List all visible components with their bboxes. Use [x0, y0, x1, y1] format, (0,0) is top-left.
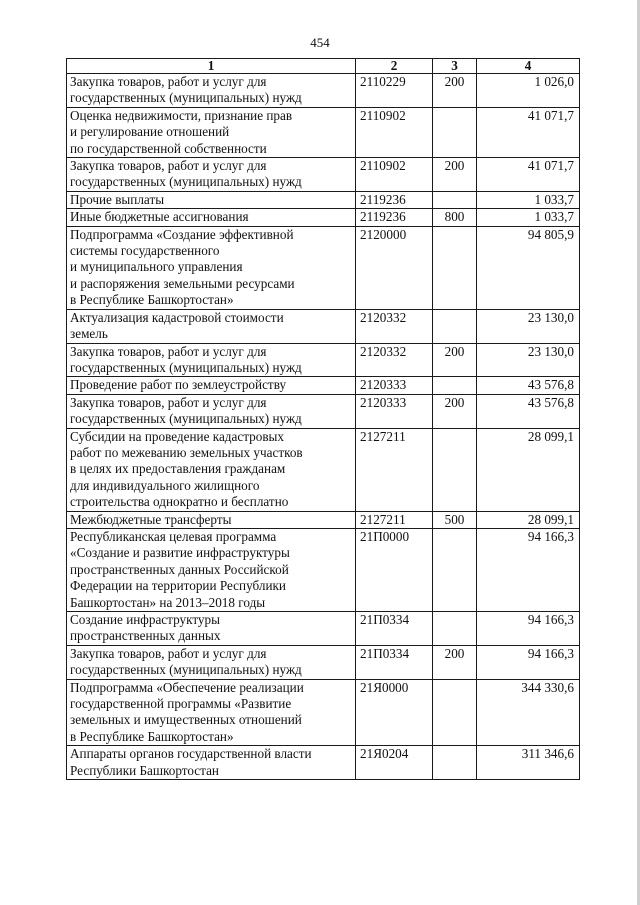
row-name-text: Закупка товаров, работ и услуг для государственных (муниципальных) нужд	[70, 74, 302, 106]
table-row	[67, 679, 580, 746]
table-row	[67, 528, 580, 611]
row-amount-text: 43 576,8	[527, 394, 574, 410]
row-amount-text: 41 071,7	[527, 158, 574, 174]
row-name-cell	[67, 107, 356, 157]
row-amount-text: 43 576,8	[527, 377, 574, 393]
row-amount-cell	[477, 511, 580, 528]
row-name-text: Республиканская целевая программа «Создание и развитие инфраструктуры пространственных данных Российской Федерации на территории Республики Башкортостан» на 2013–2018 годы	[70, 528, 290, 610]
row-name-cell	[67, 191, 356, 208]
row-amount-text: 28 099,1	[527, 428, 574, 444]
row-code-text: 2120332	[360, 343, 407, 359]
row-code-text: 2120333	[360, 377, 407, 393]
row-code-text: 21П0334	[360, 612, 410, 627]
table-row	[67, 226, 580, 309]
row-name-cell	[67, 309, 356, 343]
row-kind-text: 200	[444, 645, 465, 661]
table-header	[67, 59, 580, 74]
row-code-text: 2119236	[360, 209, 406, 225]
row-code-cell	[356, 528, 433, 611]
row-name-text: Закупка товаров, работ и услуг для государственных (муниципальных) нужд	[70, 158, 302, 190]
row-amount-cell	[477, 612, 580, 646]
row-code-cell	[356, 511, 433, 528]
row-name-text: Закупка товаров, работ и услуг для государственных (муниципальных) нужд	[70, 645, 302, 678]
row-amount-text: 344 330,6	[521, 679, 574, 695]
row-code-text: 21Я0204	[360, 746, 409, 762]
row-amount-text: 1 026,0	[534, 74, 574, 89]
row-name-text: Иные бюджетные ассигнования	[70, 209, 249, 225]
row-amount-cell	[477, 191, 580, 208]
row-name-cell	[67, 209, 356, 226]
row-code-text: 2110229	[360, 74, 406, 89]
row-kind-text: 200	[444, 394, 465, 410]
row-kind-cell	[433, 428, 477, 511]
table-row	[67, 377, 580, 394]
row-amount-cell	[477, 309, 580, 343]
row-code-text: 2120333	[360, 394, 407, 410]
table-row	[67, 394, 580, 428]
row-name-cell	[67, 511, 356, 528]
header-col-1: 1	[67, 59, 356, 74]
row-name-cell	[67, 645, 356, 679]
row-code-cell	[356, 209, 433, 226]
row-kind-cell	[433, 309, 477, 343]
row-amount-text: 94 166,3	[527, 645, 574, 661]
row-code-text: 2119236	[360, 191, 406, 207]
header-col-3: 3	[433, 59, 477, 74]
row-code-text: 2120000	[360, 226, 407, 242]
row-name-text: Закупка товаров, работ и услуг для государственных (муниципальных) нужд	[70, 343, 302, 375]
row-kind-cell	[433, 107, 477, 157]
row-name-cell	[67, 746, 356, 780]
table-row	[67, 612, 580, 646]
row-amount-text: 23 130,0	[527, 309, 574, 325]
row-amount-text: 1 033,7	[534, 209, 574, 225]
row-name-text: Актуализация кадастровой стоимости земель	[70, 309, 284, 342]
row-amount-text: 41 071,7	[527, 107, 574, 123]
row-name-cell	[67, 343, 356, 377]
row-kind-cell	[433, 746, 477, 780]
row-code-cell	[356, 645, 433, 679]
budget-table	[66, 58, 580, 780]
row-amount-cell	[477, 428, 580, 511]
row-code-cell	[356, 343, 433, 377]
row-name-text: Закупка товаров, работ и услуг для государственных (муниципальных) нужд	[70, 394, 302, 427]
row-code-cell	[356, 226, 433, 309]
row-kind-cell	[433, 74, 477, 108]
row-code-text: 21П0000	[360, 528, 410, 544]
row-amount-text: 94 166,3	[527, 612, 574, 627]
row-amount-text: 1 033,7	[534, 191, 574, 207]
row-amount-cell	[477, 107, 580, 157]
table-row	[67, 191, 580, 208]
row-code-cell	[356, 74, 433, 108]
row-code-text: 2127211	[360, 428, 406, 444]
row-name-cell	[67, 428, 356, 511]
row-kind-text: 200	[444, 74, 465, 89]
row-code-text: 2110902	[360, 107, 406, 123]
row-name-cell	[67, 679, 356, 746]
row-kind-cell	[433, 191, 477, 208]
row-amount-cell	[477, 343, 580, 377]
row-amount-cell	[477, 394, 580, 428]
row-kind-cell	[433, 612, 477, 646]
row-kind-cell	[433, 226, 477, 309]
row-name-text: Оценка недвижимости, признание прав и регулирование отношений по государственной собственности	[70, 107, 293, 156]
row-name-cell	[67, 528, 356, 611]
row-kind-text: 800	[444, 209, 465, 225]
row-code-cell	[356, 428, 433, 511]
row-kind-cell	[433, 511, 477, 528]
row-amount-cell	[477, 158, 580, 192]
table-row	[67, 511, 580, 528]
row-name-text: Прочие выплаты	[70, 191, 165, 207]
row-name-text: Проведение работ по землеустройству	[70, 377, 287, 393]
row-kind-cell	[433, 394, 477, 428]
row-code-text: 21П0334	[360, 645, 410, 661]
row-code-cell	[356, 107, 433, 157]
row-amount-cell	[477, 74, 580, 108]
row-amount-cell	[477, 679, 580, 746]
row-code-text: 2110902	[360, 158, 406, 174]
row-kind-cell	[433, 209, 477, 226]
row-name-cell	[67, 394, 356, 428]
row-amount-cell	[477, 209, 580, 226]
row-code-text: 21Я0000	[360, 679, 409, 695]
row-kind-cell	[433, 343, 477, 377]
row-kind-cell	[433, 158, 477, 192]
row-code-cell	[356, 679, 433, 746]
row-kind-cell	[433, 528, 477, 611]
row-amount-cell	[477, 645, 580, 679]
row-name-text: Создание инфраструктуры пространственных данных	[70, 612, 221, 644]
row-name-cell	[67, 158, 356, 192]
row-amount-cell	[477, 746, 580, 780]
row-name-cell	[67, 377, 356, 394]
row-amount-text: 94 166,3	[527, 528, 574, 544]
row-name-cell	[67, 226, 356, 309]
row-amount-text: 311 346,6	[521, 746, 574, 762]
table-row	[67, 107, 580, 157]
row-amount-text: 94 805,9	[527, 226, 574, 242]
row-name-text: Подпрограмма «Создание эффективной системы государственного и муниципального управления и распоряжения земельными ресурсами в Республике Башкортостан»	[70, 226, 295, 308]
table-row	[67, 428, 580, 511]
row-name-cell	[67, 612, 356, 646]
row-kind-cell	[433, 679, 477, 746]
row-name-text: Субсидии на проведение кадастровых работ по межеванию земельных участков в целях их предоставления гражданам для индивидуального жилищного строительства однократно и бесплатно	[70, 428, 303, 510]
header-col-4: 4	[477, 59, 580, 74]
table-row	[67, 158, 580, 192]
row-amount-cell	[477, 377, 580, 394]
row-amount-text: 28 099,1	[527, 511, 574, 527]
table-row	[67, 746, 580, 780]
table-row	[67, 343, 580, 377]
header-col-2: 2	[356, 59, 433, 74]
row-name-text: Межбюджетные трансферты	[70, 511, 232, 527]
row-code-text: 2127211	[360, 511, 406, 527]
table-row	[67, 74, 580, 108]
row-name-text: Аппараты органов государственной власти Республики Башкортостан	[70, 746, 312, 778]
page-number: 454	[310, 35, 330, 50]
row-code-cell	[356, 394, 433, 428]
row-kind-cell	[433, 377, 477, 394]
row-code-text: 2120332	[360, 309, 407, 325]
row-code-cell	[356, 158, 433, 192]
row-kind-text: 500	[444, 511, 465, 527]
table-row	[67, 209, 580, 226]
row-code-cell	[356, 309, 433, 343]
header-row	[67, 59, 580, 74]
table-row	[67, 645, 580, 679]
row-code-cell	[356, 746, 433, 780]
row-amount-cell	[477, 226, 580, 309]
table-body	[67, 74, 580, 780]
row-amount-cell	[477, 528, 580, 611]
row-kind-cell	[433, 645, 477, 679]
row-code-cell	[356, 191, 433, 208]
table-row	[67, 309, 580, 343]
row-kind-text: 200	[444, 158, 465, 174]
row-code-cell	[356, 612, 433, 646]
row-kind-text: 200	[444, 343, 465, 359]
row-amount-text: 23 130,0	[527, 343, 574, 359]
row-name-cell	[67, 74, 356, 108]
row-code-cell	[356, 377, 433, 394]
row-name-text: Подпрограмма «Обеспечение реализации государственной программы «Развитие земельных и имущественных отношений в Республике Башкортостан»	[70, 679, 304, 744]
